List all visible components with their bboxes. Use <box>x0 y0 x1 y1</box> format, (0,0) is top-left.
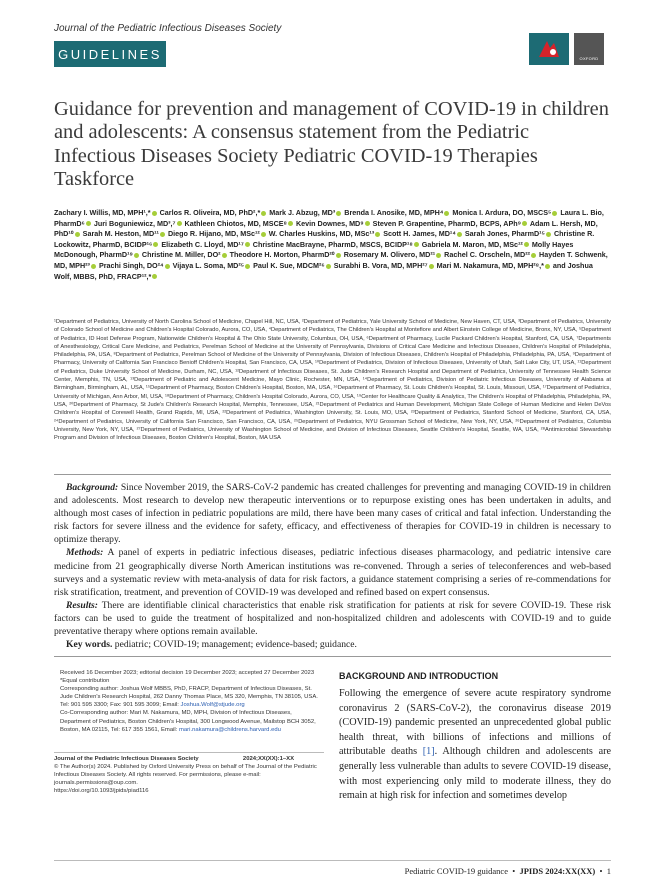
abstract-background <box>54 481 611 546</box>
journal-logo-icon <box>536 37 562 61</box>
orcid-icon[interactable] <box>75 232 80 237</box>
author-name[interactable]: Adam L. Hersh, MD, PhD¹⁰ <box>54 218 598 239</box>
corresponding-author-text: Corresponding author: Joshua Wolf MBBS, PhD, FRACP, Department of Infectious Diseases, St. Jude Children's Research Hospital, 262 Danny Thomas Place, MS 320, Memphis, TN 38105, USA. Tel: 901 595 3300; Fax: 901 595 3099; Email: <box>60 686 318 709</box>
orcid-icon[interactable] <box>245 242 250 247</box>
author-name[interactable]: Hayden T. Schwenk, MD, MPH²³ <box>54 250 608 270</box>
page-number: 1 <box>606 866 611 876</box>
orcid-icon[interactable] <box>86 221 91 226</box>
orcid-icon[interactable] <box>444 211 449 216</box>
co-corresponding-email-link[interactable]: mari.nakamura@childrens.harvard.edu <box>179 726 281 733</box>
orcid-icon[interactable] <box>522 221 527 226</box>
author-name[interactable]: Sarah M. Heston, MD¹¹ <box>82 229 159 239</box>
author-name[interactable]: Sarah Jones, PharmD¹⁵ <box>464 229 545 239</box>
orcid-icon[interactable] <box>261 232 266 237</box>
author-name[interactable]: W. Charles Huskins, MD, MSc¹³ <box>268 229 375 239</box>
author-name[interactable]: and Joshua Wolf, MBBS, PhD, FRACP¹²,* <box>54 260 593 281</box>
author-name[interactable]: Mark J. Abzug, MD³ <box>269 208 336 217</box>
author-name[interactable]: Christine M. Miller, DO² <box>141 250 221 260</box>
corresponding-author <box>54 685 324 709</box>
orcid-icon[interactable] <box>524 242 529 247</box>
author-name[interactable]: Brenda I. Anosike, MD, MPH⁴ <box>344 208 444 217</box>
abstract-methods <box>54 546 611 598</box>
publisher-logo <box>574 33 604 65</box>
author-name[interactable]: Surabhi B. Vora, MD, MPH²⁷ <box>333 260 428 270</box>
intro-text-part2: . Although children and adolescents are generally less vulnerable than adults to severe COVID-19 disease, with most experiencing only mild to moderate illness, they do remain at high risk for infection and sometimes develop <box>339 746 612 802</box>
divider <box>54 656 611 657</box>
abstract <box>54 481 611 651</box>
orcid-icon[interactable] <box>545 264 550 269</box>
orcid-icon[interactable] <box>152 274 157 279</box>
orcid-icon[interactable] <box>457 232 462 237</box>
abstract-methods-text: A panel of experts in pediatric infectious diseases, pediatric infectious diseases pharmacology, and pediatric intensive care medicine from 21 geographically diverse North American institutions was re-convened. Through a series of teleconferences and web-based surveys and a systematic review with meta-analysis of data for risk factors, a guidance statement comprising a series of re-commendations for risk stratification, treatment, and prevention of COVID-19 was developed and refined based on expert consensus. <box>54 547 611 598</box>
orcid-icon[interactable] <box>152 211 157 216</box>
orcid-icon[interactable] <box>546 232 551 237</box>
author-name[interactable]: Vijaya L. Soma, MD²⁵ <box>172 260 245 270</box>
copyright-notice: © The Author(s) 2024. Published by Oxford University Press on behalf of The Journal of the Pediatric Infectious Diseases Society. All rights reserved. For permissions, please e-mail: journals.permissions@oup.com. <box>54 764 317 787</box>
journal-citation-line <box>54 755 294 763</box>
affiliations: ¹Department of Pediatrics, University of North Carolina School of Medicine, Chapel Hill, NC, USA, ²Department of Pediatrics, Yale University School of Medicine, New Haven, CT, USA, ³Department of Pediatrics, University of Colorado School of Medicine and Children's Hospital Colorado, Aurora, CO, USA, ⁴Department of Pediatrics, The Children's Hospital at Montefiore and Albert Einstein College of Medicine, Bronx, NY, USA, ⁵Department of Pediatrics, ID Host Defense Program, Nationwide Children's Hospital & The Ohio State University, Columbus, OH, USA, ⁶Department of Pharmacy, Lucile Packard Children's Hospital, Stanford, CA, USA, ⁷Departments of Anesthesiology, Critical Care Medicine, and Pediatrics, Perelman School of Medicine at the University of Pennsylvania, Divisions of Critical Care Medicine and Infectious Diseases, Children's Hospital of Philadelphia, Philadelphia, PA, USA, ⁸Department of Pediatrics, Perelman School of Medicine of the University of Pennsylvania, Division of Infectious Diseases, Children's Hospital of Philadelphia, Philadelphia, PA, USA, ⁹Department of Pharmacy, University of California San Francisco Benioff Children's Hospital, San Francisco, CA, USA, ¹⁰Department of Pediatrics, Division of Infectious Diseases, University of Utah, Salt Lake City, UT, USA, ¹¹Department of Pediatrics, Duke University School of Medicine, Durham, NC, USA, ¹²Department of Infectious Diseases, St. Jude Children's Research Hospital and Department of Pediatrics, University of Tennessee Health Science Center, Memphis, TN, USA, ¹³Department of Pediatric and Adolescent Medicine, Mayo Clinic, Rochester, MN, USA, ¹⁴Department of Pediatrics, Division of Pediatric Infectious Diseases, University of Alabama at Birmingham, Birmingham, AL, USA, ¹⁵Department of Pharmacy, Boston Children's Hospital, Boston, MA, USA, ¹⁶Department of Pharmacy, St. Louis Children's Hospital, St. Louis, Missouri, USA, ¹⁷Department of Pediatrics, University of Michigan, Ann Arbor, MI, USA, ¹⁸Department of Pharmacy, Children's Hospital Colorado, Aurora, CO, USA, ¹⁹Center for Healthcare Quality & Analytics, The Children's Hospital of Philadelphia, Philadelphia, PA, USA, ²⁰Department of Pharmacy, St Jude's Children's Research Hospital, Memphis, Tennessee, USA, ²¹Department of Pediatrics and Human Development, Michigan State College of Human Medicine and Helen DeVos Children's Hospital of Corewell Health, Grand Rapids, MI, USA, ²²Department of Pediatrics, Washington University, St. Louis, MO, USA, ²³Department of Pediatrics, Stanford School of Medicine, Stanford, CA, USA, ²⁴Department of Pediatrics, University of California San Francisco, San Francisco, CA, USA, ²⁵Department of Pediatrics, NYU Grossman School of Medicine, New York, NY, USA, ²⁶Department of Pediatrics, Columbia University, New York, NY, USA, ²⁷Department of Pediatrics, University of Washington School of Medicine, and Division of Infectious Diseases, Seattle Children's Hospital, Seattle, WA, USA, ²⁸Antimicrobial Stewardship Program and Division of Infectious Diseases, Boston Children's Hospital, Boston, MA USA <box>54 319 611 442</box>
orcid-icon[interactable] <box>165 264 170 269</box>
author-name[interactable]: Steven P. Grapentine, PharmD, BCPS, APh⁹ <box>372 218 522 228</box>
abstract-methods-label: Methods: <box>66 547 104 559</box>
author-name[interactable]: Diego R. Hijano, MD, MSc¹² <box>167 229 260 239</box>
received-dates: Received 16 December 2023; editorial decision 19 December 2023; accepted 27 December 2023 <box>60 670 315 676</box>
orcid-icon[interactable] <box>429 264 434 269</box>
author-name[interactable]: Kevin Downes, MD⁹ <box>295 218 364 228</box>
journal-citation-name: Journal of the Pediatric Infectious Diseases Society <box>54 756 199 762</box>
intro-paragraph <box>339 687 611 804</box>
section-heading: BACKGROUND AND INTRODUCTION <box>339 671 499 681</box>
orcid-icon[interactable] <box>436 253 441 258</box>
journal-abbrev: JPIDS 2024:XX(XX) <box>519 866 596 876</box>
abstract-background-label: Background: <box>66 482 119 493</box>
author-name[interactable]: Prachi Singh, DO²⁴ <box>98 260 164 270</box>
orcid-icon[interactable] <box>91 264 96 269</box>
abstract-results-label: Results: <box>66 599 98 611</box>
author-name[interactable]: Rachel C. Orscheln, MD²² <box>444 250 531 260</box>
reference-link[interactable]: [1] <box>422 746 435 758</box>
orcid-icon[interactable] <box>531 253 536 258</box>
orcid-icon[interactable] <box>245 264 250 269</box>
keywords-text: pediatric; COVID-19; management; evidence-based; guidance. <box>114 639 357 651</box>
orcid-icon[interactable] <box>160 232 165 237</box>
orcid-icon[interactable] <box>261 211 266 216</box>
corresponding-email-link[interactable]: Joshua.Wolf@stjude.org <box>180 702 245 709</box>
author-name[interactable]: Zachary I. Willis, MD, MPH¹,* <box>54 208 151 217</box>
publisher-logo-text: OXFORD <box>579 56 599 61</box>
keywords-label: Key words. <box>66 639 113 651</box>
author-name[interactable]: Carlos R. Oliveira, MD, PhD²,* <box>159 208 261 217</box>
abstract-results-text: There are identifiable clinical characteristics that enable risk stratification for patients at risk for severe COVID-19. These risk factors can be used to guide the treatment of hospitalized and non-hospitalized children and adolescents with COVID-19 and to guide preventative therapy where options remain available. <box>54 599 611 638</box>
abstract-results <box>54 599 611 638</box>
author-name[interactable]: Scott H. James, MD¹⁴ <box>383 229 456 239</box>
co-corresponding-author <box>54 709 324 733</box>
orcid-icon[interactable] <box>552 211 557 216</box>
orcid-icon[interactable] <box>134 253 139 258</box>
orcid-icon[interactable] <box>288 221 293 226</box>
co-corresponding-author-text: Co-Corresponding author: Mari M. Nakamura, MD, MPH, Division of Infectious Diseases, Department of Pediatrics, Boston Children's Hospital, 300 Longwood Avenue, Mailstop BCH 3052, Boston, MA 02115, Tel: 617 355 1561, Email: <box>60 710 316 733</box>
orcid-icon[interactable] <box>177 221 182 226</box>
orcid-icon[interactable] <box>336 253 341 258</box>
journal-name: Journal of the Pediatric Infectious Diseases Society <box>54 23 282 34</box>
intro-text-part1: Following the emergence of severe acute respiratory syndrome coronavirus 2 (SARS-CoV-2), the coronavirus disease 2019 (COVID-19) pandemic presented an unprecedented global public health threat, with billions of infections and millions of attributable deaths <box>339 688 611 758</box>
orcid-icon[interactable] <box>336 211 341 216</box>
author-name[interactable]: Christine MacBrayne, PharmD, MSCS, BCIDP¹⁸ <box>252 239 413 249</box>
orcid-icon[interactable] <box>153 242 158 247</box>
orcid-icon[interactable] <box>326 264 331 269</box>
author-list <box>54 208 610 282</box>
author-name[interactable]: Theodore H. Morton, PharmD²⁰ <box>229 250 335 260</box>
doi-link[interactable]: https://doi.org/10.1093/jpids/piad116 <box>54 788 149 795</box>
section-label: GUIDELINES <box>54 41 166 67</box>
divider <box>54 474 611 475</box>
divider <box>54 752 324 753</box>
author-name[interactable]: Paul K. Sue, MDCM²⁶ <box>253 260 325 270</box>
article-meta <box>54 669 324 734</box>
equal-contribution-note: *Equal contribution <box>60 678 110 685</box>
author-name[interactable]: Kathleen Chiotos, MD, MSCE⁸ <box>184 218 287 228</box>
page-footer: Pediatric COVID-19 guidance • JPIDS 2024:XX(XX) • 1 <box>404 866 611 876</box>
author-name[interactable]: Rosemary M. Olivero, MD²¹ <box>343 250 436 260</box>
author-name[interactable]: Mari M. Nakamura, MD, MPH²⁸,* <box>436 260 544 270</box>
author-name[interactable]: Monica I. Ardura, DO, MSCS⁵ <box>452 208 552 217</box>
journal-citation-volume: 2024;XX(XX):1–XX <box>242 756 294 762</box>
abstract-keywords <box>54 638 611 651</box>
journal-info <box>54 755 324 795</box>
journal-logo <box>529 33 569 65</box>
orcid-icon[interactable] <box>365 221 370 226</box>
footer-divider <box>54 860 611 861</box>
author-name[interactable]: Juri Boguniewicz, MD³,⁷ <box>93 218 176 228</box>
author-name[interactable]: Christine R. Lockowitz, PharmD, BCIDP¹⁶ <box>54 229 595 249</box>
author-name[interactable]: Laura L. Bio, PharmD⁶ <box>54 208 604 228</box>
orcid-icon[interactable] <box>414 242 419 247</box>
orcid-icon[interactable] <box>375 232 380 237</box>
author-name[interactable]: Elizabeth C. Lloyd, MD¹⁷ <box>161 239 244 249</box>
running-title: Pediatric COVID-19 guidance <box>404 866 508 876</box>
author-name[interactable]: Molly Hayes McDonough, PharmD¹⁹ <box>54 239 574 260</box>
author-name[interactable]: Gabriela M. Maron, MD, MSc¹² <box>421 239 523 249</box>
orcid-icon[interactable] <box>222 253 227 258</box>
abstract-background-text: Since November 2019, the SARS-CoV-2 pandemic has created challenges for preventing and managing COVID-19 in children and adolescents. Most research to develop new therapeutic interventions or to repurpose existing ones has been undertaken in adults, and although most cases of infection in pediatric populations are mild, there have been many cases of critical and fatal infection. Understanding the risk factors for severe illness and the evidence for safety, efficacy, and effectiveness of therapies for COVID-19 in children is necessary to optimize therapy. <box>54 482 611 546</box>
article-title: Guidance for prevention and management of COVID-19 in children and adolescents: A consensus statement from the Pediatric Infectious Diseases Society Pediatric COVID-19 Therapies Taskforce <box>54 98 609 191</box>
